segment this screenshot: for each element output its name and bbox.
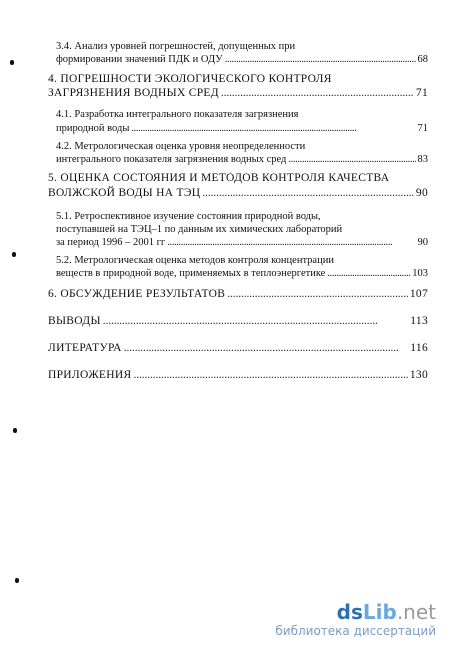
dslib-watermark [275, 601, 436, 638]
toc-entry-text: интегрального показателя загрязнения водных сред [56, 154, 287, 165]
dot-leader [221, 87, 414, 100]
toc-entry-line [48, 288, 428, 301]
dot-leader [225, 53, 416, 66]
toc-entry-text: 5.1. Ретроспективное изучение состояния природной воды, [56, 211, 321, 222]
toc-entry-line [48, 315, 428, 328]
dot-leader [327, 267, 410, 280]
toc-entry-text: веществ в природной воде, применяемых в теплоэнергетике [56, 268, 326, 279]
toc-entry-line [56, 122, 428, 135]
dslib-logo [275, 601, 436, 623]
toc-entry-text: ВЫВОДЫ [48, 315, 101, 327]
toc-entry-text: 4. ПОГРЕШНОСТИ ЭКОЛОГИЧЕСКОГО КОНТРОЛЯ [48, 73, 332, 85]
page-number: 113 [410, 315, 428, 327]
dot-leader [288, 153, 415, 166]
scan-speck [13, 428, 17, 433]
toc-entry-text: 5. ОЦЕНКА СОСТОЯНИЯ И МЕТОДОВ КОНТРОЛЯ КАЧЕСТВА [48, 172, 390, 184]
toc-entry-text: поступавшей на ТЭЦ–1 по данным их химических лабораторий [56, 224, 343, 235]
toc-entry-line [48, 187, 428, 200]
page-number: 130 [409, 369, 428, 381]
dot-leader [133, 369, 407, 382]
toc-entry-line [56, 236, 428, 249]
toc-entry-text: формировании значений ПДК и ОДУ [56, 54, 223, 65]
toc-entry-text: 5.2. Метрологическая оценка методов контроля концентрации [56, 255, 334, 266]
dot-leader [103, 315, 408, 328]
dot-leader [202, 187, 414, 200]
page-number: 71 [417, 123, 428, 134]
scan-speck [15, 578, 19, 583]
page-number: 90 [417, 237, 428, 248]
toc-entry-line [48, 369, 428, 382]
dot-leader [167, 236, 415, 249]
toc-entry-line [56, 53, 428, 66]
logo-part: .net [396, 600, 436, 624]
scan-speck [12, 252, 16, 257]
toc-entry-line [48, 342, 428, 355]
watermark-subtitle: библиотека диссертаций [275, 624, 436, 638]
logo-part: Lib [362, 600, 397, 624]
page-number: 116 [410, 342, 428, 354]
toc-entry-text: 4.2. Метрологическая оценка уровня неопределенности [56, 141, 306, 152]
page-number: 107 [409, 288, 428, 300]
page-number: 103 [412, 268, 428, 279]
toc-entry-text: ЗАГРЯЗНЕНИЯ ВОДНЫХ СРЕД [48, 87, 219, 99]
page-number: 90 [415, 187, 428, 199]
toc-entry-text: ВОЛЖСКОЙ ВОДЫ НА ТЭЦ [48, 187, 201, 199]
toc-entry-line [56, 267, 428, 280]
toc-entry-text: 3.4. Анализ уровней погрешностей, допущенных при [56, 41, 296, 52]
page-number: 83 [417, 154, 428, 165]
toc-entry-text: ЛИТЕРАТУРА [48, 342, 122, 354]
toc-entry-text: 6. ОБСУЖДЕНИЕ РЕЗУЛЬТАТОВ [48, 288, 226, 300]
page-number: 68 [417, 54, 428, 65]
toc-entry-text: природной воды [56, 123, 130, 134]
page-number: 71 [415, 87, 428, 99]
toc-entry-line [56, 153, 428, 166]
dot-leader [131, 122, 415, 135]
toc-entry-text: за период 1996 – 2001 гг [56, 237, 166, 248]
dot-leader [124, 342, 408, 355]
toc-entry-text: ПРИЛОЖЕНИЯ [48, 369, 132, 381]
logo-part: ds [336, 600, 363, 624]
toc-entry-text: 4.1. Разработка интегрального показателя загрязнения [56, 109, 299, 120]
toc-entry-line [48, 87, 428, 100]
dot-leader [227, 288, 408, 301]
scan-speck [10, 60, 14, 65]
